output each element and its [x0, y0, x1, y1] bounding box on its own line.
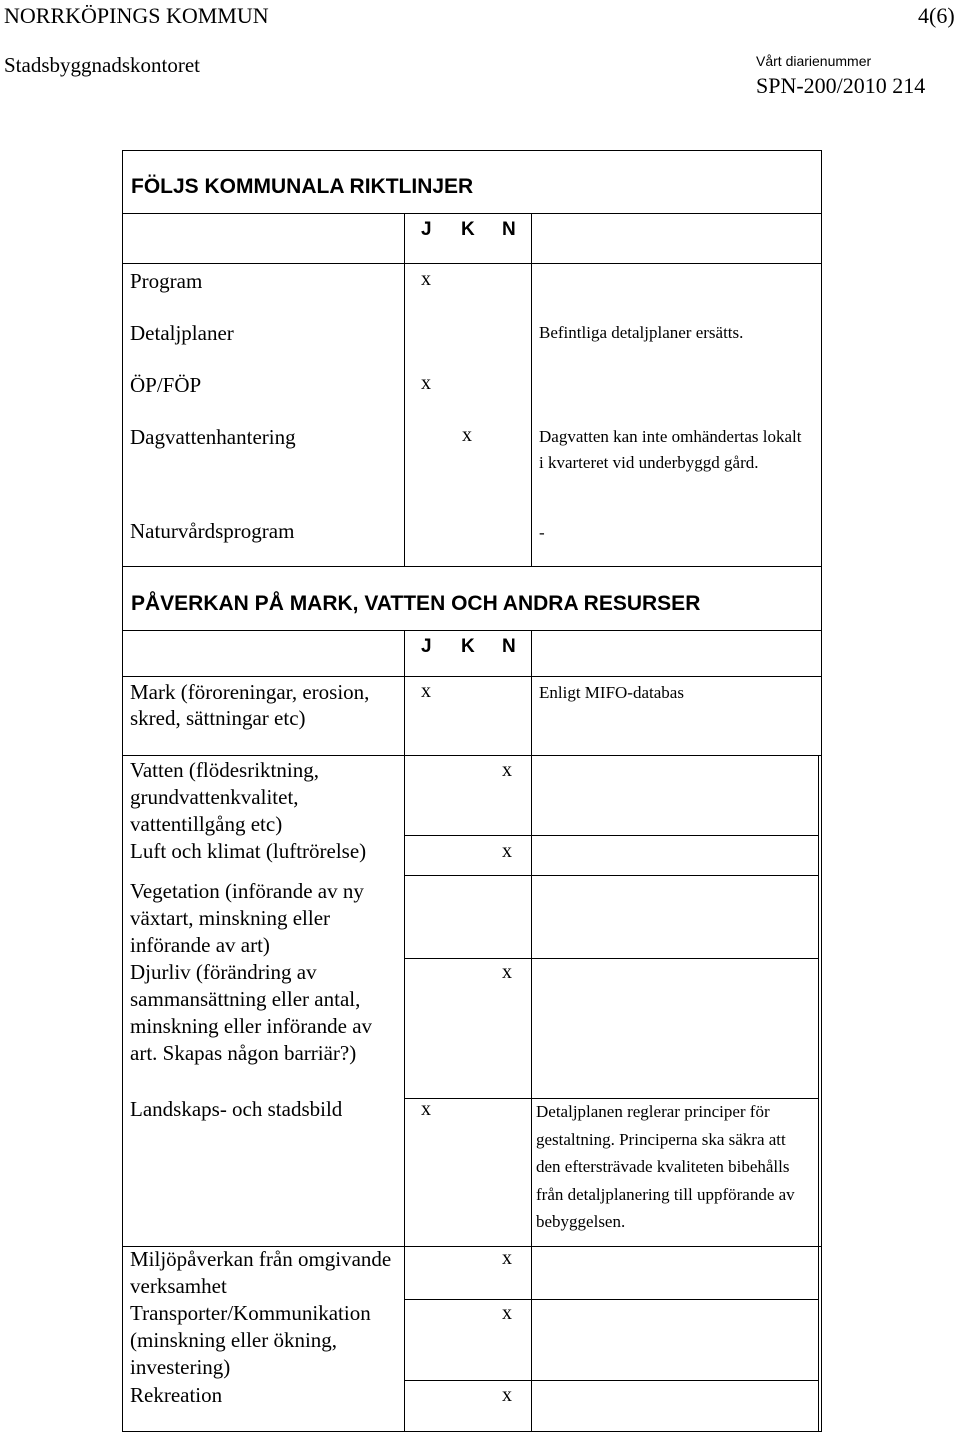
column-divider	[531, 630, 532, 1432]
table-border	[405, 875, 818, 876]
row-label-op-fop: ÖP/FÖP	[130, 373, 202, 397]
department-name: Stadsbyggnadskontoret	[4, 53, 200, 77]
diarie-number: SPN-200/2010 214	[756, 73, 926, 98]
table-border	[122, 566, 822, 567]
mark-n-luft: x	[502, 840, 512, 862]
table-border	[818, 755, 819, 1431]
comment-naturvardsprogram: -	[539, 523, 545, 542]
section2-title: PÅVERKAN PÅ MARK, VATTEN OCH ANDRA RESURSER	[131, 592, 701, 615]
row-label-vatten: Vatten (flödesriktning, grundvattenkvalitet, vattentillgång etc)	[130, 758, 319, 836]
comment-landskap: Detaljplanen reglerar principer för gestaltning. Principerna ska säkra att den eftersträvade kvaliteten bibehålls från detaljplanering till uppförande av bebyggelsen.	[536, 1102, 795, 1231]
comment-mark: Enligt MIFO-databas	[539, 683, 684, 702]
col-n-header: N	[502, 636, 516, 657]
col-k-header: K	[461, 219, 475, 240]
row-label-rekreation: Rekreation	[130, 1383, 223, 1407]
comment-dagvattenhantering: Dagvatten kan inte omhändertas lokalt i kvarteret vid underbyggd gård.	[539, 427, 802, 472]
table-border	[122, 263, 822, 264]
table-border	[405, 958, 818, 959]
row-label-transporter: Transporter/Kommunikation (minskning eller ökning, investering)	[130, 1301, 371, 1379]
row-label-miljopaverkan: Miljöpåverkan från omgivande verksamhet	[130, 1247, 392, 1298]
col-j-header: J	[421, 636, 432, 657]
page-number: 4(6)	[918, 3, 955, 28]
row-label-mark: Mark (föroreningar, erosion, skred, sättningar etc)	[130, 680, 370, 730]
row-label-vegetation: Vegetation (införande av ny växtart, minskning eller införande av art)	[130, 879, 364, 957]
table-border	[122, 630, 822, 631]
row-label-naturvardsprogram: Naturvårdsprogram	[130, 519, 295, 543]
row-label-dagvattenhantering: Dagvattenhantering	[130, 425, 296, 449]
row-label-landskap: Landskaps- och stadsbild	[130, 1097, 343, 1121]
row-label-djurliv: Djurliv (förändring av sammansättning eller antal, minskning eller införande av art. Skapas någon barriär?)	[130, 960, 373, 1065]
table-border	[122, 150, 123, 566]
mark-k-dagvattenhantering: x	[462, 424, 472, 446]
comment-detaljplaner: Befintliga detaljplaner ersätts.	[539, 323, 744, 342]
mark-j-op-fop: x	[421, 372, 431, 394]
organization-name: NORRKÖPINGS KOMMUN	[4, 3, 269, 28]
table-border	[405, 1299, 818, 1300]
diarie-label: Vårt diarienummer	[756, 53, 872, 69]
table-border	[821, 566, 822, 1432]
table-border	[122, 755, 822, 756]
column-divider	[531, 213, 532, 566]
row-label-program: Program	[130, 269, 203, 293]
section1-title: FÖLJS KOMMUNALA RIKTLINJER	[131, 175, 474, 198]
col-k-header: K	[461, 636, 475, 657]
table-border	[122, 213, 822, 214]
mark-j-program: x	[421, 268, 431, 290]
col-n-header: N	[502, 219, 516, 240]
table-border	[122, 150, 822, 151]
mark-n-rekreation: x	[502, 1384, 512, 1406]
table-border	[122, 676, 822, 677]
row-label-luft: Luft och klimat (luftrörelse)	[130, 839, 367, 863]
mark-n-transporter: x	[502, 1302, 512, 1324]
mark-j-mark: x	[421, 680, 431, 702]
table-border	[821, 150, 822, 566]
mark-n-djurliv: x	[502, 961, 512, 983]
mark-j-landskap: x	[421, 1098, 431, 1120]
table-border	[405, 1380, 818, 1381]
mark-n-vatten: x	[502, 759, 512, 781]
col-j-header: J	[421, 219, 432, 240]
row-label-detaljplaner: Detaljplaner	[130, 321, 234, 345]
table-border	[122, 1431, 822, 1432]
column-divider	[404, 213, 405, 566]
table-border	[122, 566, 123, 1432]
mark-n-miljopaverkan: x	[502, 1247, 512, 1269]
table-border	[405, 835, 818, 836]
